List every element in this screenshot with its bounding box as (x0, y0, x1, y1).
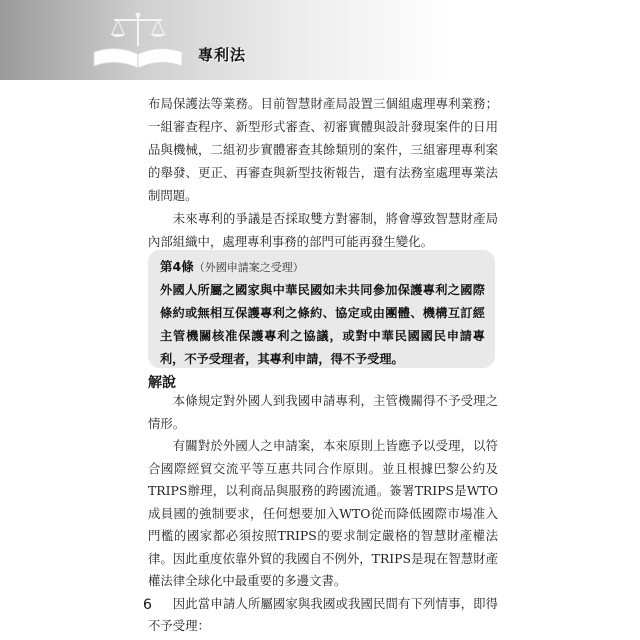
page-number: 6 (143, 597, 152, 613)
explanation-text (148, 390, 498, 638)
scales-and-book-icon (88, 10, 188, 72)
article-text: 外國人所屬之國家與中華民國如未共同參加保護專利之國際條約或無相互保護專利之條約、協定或由團體、機構互訂經主管機關核准保護專利之協議，或對中華民國國民申請專利，不予受理者，其專利申請，得不予受理。 (160, 283, 485, 366)
article-subtitle: （外國申請案之受理） (193, 261, 304, 274)
paragraph: 因此當申請人所屬國家與我國或我國民間有下列情事，即得不予受理： (148, 595, 498, 633)
intro-text (148, 92, 498, 253)
article-box (148, 250, 495, 368)
paragraph: 未來專利的爭議是否採取雙方對審制，將會導致智慧財產局內部組織中，處理專利事務的部門可能再發生變化。 (148, 211, 498, 249)
paragraph: 有關對於外國人之申請案，本來原則上皆應予以受理，以符合國際經貿交流平等互惠共同合作原則。並且根據巴黎公約及TRIPS辦理，以利商品與服務的跨國流通。簽署TRIPS是WTO成員國的強制要求，任何想要加入WTO從而降低國際市場准入門檻的國家都必須按照TRIPS的要求制定嚴格的智慧財產權法律。因此重度依靠外貿的我國自不例外，TRIPS是現在智慧財產權法律全球化中最重要的多邊文書。 (148, 438, 498, 588)
section-title: 解說 (148, 375, 176, 391)
book-title: 專利法 (198, 46, 247, 64)
paragraph: 布局保護法等業務。目前智慧財產局設置三個組處理專利業務；一組審查程序、新型形式審查、初審實體與設計發現案件的日用品與機械，二組初步實體審查其餘類別的案件，三組審理專利案的舉發、更正、再審查與新型技術報告，還有法務室處理專業法制問題。 (148, 96, 498, 203)
article-number: 第4條 (160, 259, 194, 274)
article-heading (160, 256, 485, 279)
paragraph: 本條規定對外國人到我國申請專利，主管機關得不予受理之情形。 (148, 393, 498, 431)
